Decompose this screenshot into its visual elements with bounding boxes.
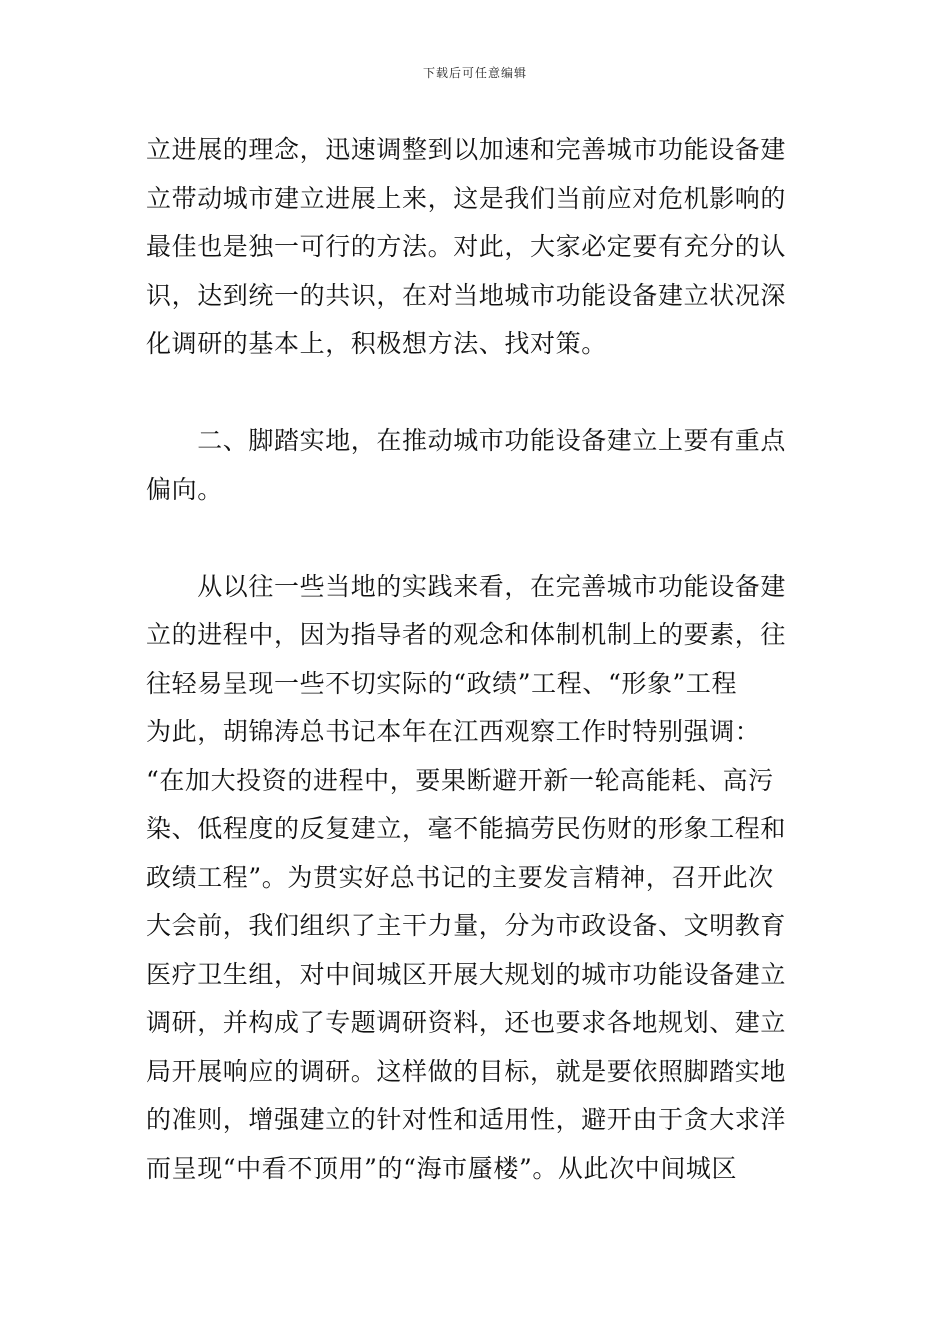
paragraph-gap <box>146 514 810 563</box>
document-body <box>146 126 810 1193</box>
text-line: 大会前，我们组织了主干力量，分为市政设备、文明教育 <box>146 911 787 940</box>
text-line: “在加大投资的进程中，要果断避开新一轮高能耗、高污 <box>146 765 774 795</box>
text-line: 的准则，增强建立的针对性和适用性，避开由于贪大求洋 <box>146 1105 787 1134</box>
text-line: 立进展的理念，迅速调整到以加速和完善城市功能设备建 <box>146 135 787 164</box>
text-line: 局开展响应的调研。这样做的目标，就是要依照脚踏实地 <box>146 1056 787 1086</box>
text-line: 医疗卫生组，对中间城区开展大规划的城市功能设备建立 <box>146 959 787 989</box>
page-header-note: 下载后可任意编辑 <box>422 66 527 80</box>
paragraph <box>146 563 810 1194</box>
text-line: 往轻易呈现一些不切实际的“政绩”工程、“形象”工程 <box>146 668 738 698</box>
text-line: 偏向。 <box>146 474 223 504</box>
text-line: 二、脚踏实地，在推动城市功能设备建立上要有重点 <box>146 426 787 455</box>
text-line: 化调研的基本上，积极想方法、找对策。 <box>146 329 607 358</box>
text-line: 最佳也是独一可行的方法。对此，大家必定要有充分的认 <box>146 232 787 261</box>
paragraph <box>146 126 810 369</box>
text-line: 染、低程度的反复建立，毫不能搞劳民伤财的形象工程和 <box>146 814 787 843</box>
section-heading-paragraph <box>146 417 810 514</box>
text-line: 为此，胡锦涛总书记本年在江西观察工作时特别强调： <box>146 717 761 746</box>
text-line: 政绩工程”。为贯实好总书记的主要发言精神，召开此次 <box>146 862 774 892</box>
text-line: 而呈现“中看不顶用”的“海市蜃楼”。从此次中间城区 <box>146 1153 738 1183</box>
text-line: 从以往一些当地的实践来看，在完善城市功能设备建 <box>146 571 787 601</box>
text-line: 调研，并构成了专题调研资料，还也要求各地规划、建立 <box>146 1008 787 1037</box>
text-line: 识，达到统一的共识，在对当地城市功能设备建立状况深 <box>146 280 787 310</box>
text-line: 立的进程中，因为指导者的观念和体制机制上的要素，往 <box>146 620 787 649</box>
text-line: 立带动城市建立进展上来，这是我们当前应对危机影响的 <box>146 183 787 213</box>
paragraph-gap <box>146 369 810 418</box>
